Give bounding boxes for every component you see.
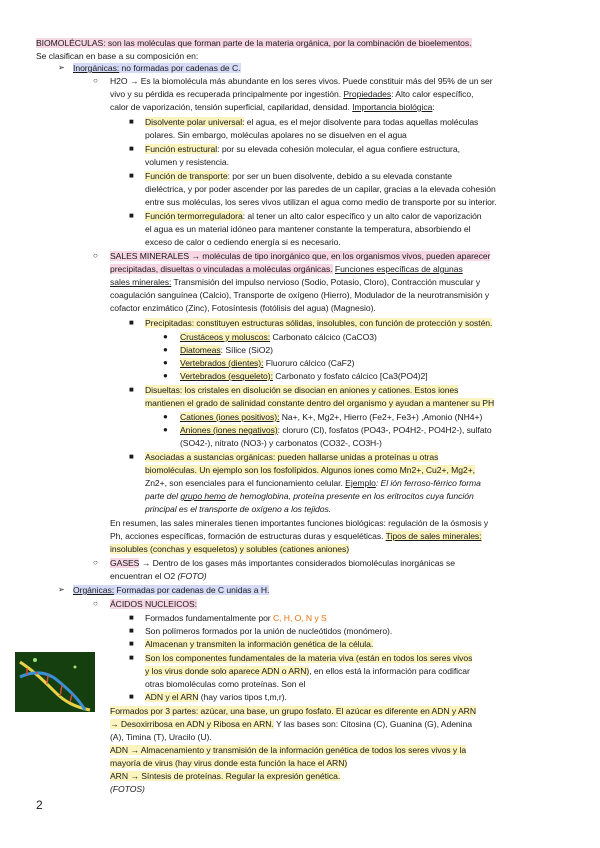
- resumen-line-3: insolubles (conchas y esqueletos) y solubles (cationes aniones): [110, 544, 350, 554]
- prec-item-2: Diatomeas: Sílice (SiO2): [180, 345, 273, 355]
- sales-line-1: SALES MINERALES → moléculas de tipo inorgánico que, en los organismos vivos, pueden aparecer: [110, 251, 491, 261]
- formados-line-1: Formados por 3 partes: azúcar, una base, un grupo fosfato. El azúcar es diferente en ADN y ARN: [110, 706, 476, 716]
- inorganicas-heading: Inorgánicas: no formadas por cadenas de C.: [73, 63, 241, 73]
- circle-bullet-icon: ○: [93, 251, 98, 260]
- circle-bullet-icon: ○: [93, 599, 98, 608]
- circle-bullet-icon: ○: [93, 76, 98, 85]
- h2o-item-3-line-3: entre sus moléculas, los seres vivos utilizan el agua como medio de transporte por su interior.: [145, 197, 497, 207]
- dot-bullet-icon: ●: [163, 371, 168, 380]
- h2o-item-3-line-1: Función de transporte: por ser un buen disolvente, debido a su elevada constante: [145, 171, 453, 181]
- h2o-item-2-line-1: Función estructural: por su elevada cohesión molecular, el agua confiere estructura,: [145, 144, 460, 154]
- intro-subtitle: Se clasifican en base a su composición en:: [36, 51, 199, 61]
- sales-line-2: precipitadas, disueltas o vinculadas a moléculas orgánicas. Funciones específicas de algunas: [110, 264, 463, 274]
- gases-text: → Dentro de los gases más importantes considerados biomoléculas inorgánicas se: [139, 558, 455, 568]
- precipitadas-line: Precipitadas: constituyen estructuras sólidas, insolubles, con función de protección y sostén.: [145, 318, 493, 328]
- h2o-item-1-line-2: polares. Sin embargo, moléculas apolares no se disuelven en el agua: [145, 130, 407, 140]
- arrow-bullet-icon: ➢: [58, 63, 65, 72]
- square-bullet-icon: ■: [129, 639, 134, 648]
- asociadas-line-2: biomoléculas. Un ejemplo son los fosfolípidos. Algunos iones como Mn2+, Cu2+, Mg2+,: [145, 465, 475, 475]
- organicas-heading: Orgánicas: Formadas por cadenas de C unidas a H.: [73, 585, 270, 595]
- arrow-bullet-icon: ➢: [58, 585, 65, 594]
- h2o-item-3-line-2: dieléctrica, y por poder ascender por las paredes de un capilar, gracias a la elevada cohesión: [145, 184, 496, 194]
- dot-bullet-icon: ●: [163, 358, 168, 367]
- prec-item-3: Vertebrados (dientes): Fluoruro cálcico (CaF2): [180, 358, 355, 368]
- disueltas-line-1: Disueltas: los cristales en disolución se disocian en aniones y cationes. Estos iones: [145, 385, 459, 395]
- acidos-item-4-line-1: Son los componentes fundamentales de la materia viva (están en todos los seres vivos: [145, 653, 473, 663]
- resumen-line-2: Ph, acciones específicas, formación de estructuras duras y esqueléticas. Tipos de sales minerales:: [110, 531, 482, 541]
- sales-line-4: coagulación sanguínea (Calcio), Transporte de oxígeno (Hierro), Modulador de la neurotransmisión y: [110, 290, 490, 300]
- adn-line-2: mayoría de virus (hay virus donde esta función la hace el ARN): [110, 758, 348, 768]
- square-bullet-icon: ■: [129, 117, 134, 126]
- acidos-item-3: Almacenan y transmiten la información genética de la célula.: [145, 639, 374, 649]
- adn-line-1: ADN → Almacenamiento y transmisión de la información genética de todos los seres vivos y la: [110, 745, 467, 755]
- sales-line-3: sales minerales: Transmisión del impulso nervioso (Sodio, Potasio, Cloro), Contracción muscular y: [110, 277, 481, 287]
- square-bullet-icon: ■: [129, 211, 134, 220]
- h2o-item-4-line-1: Función termorreguladora: al tener un alto calor específico y un alto calor de vaporización: [145, 211, 482, 221]
- disueltas-line-2: mantienen el grado de salinidad constante dentro del organismo y ayudan a mantener su PH: [145, 398, 495, 408]
- dot-bullet-icon: ●: [163, 412, 168, 421]
- h2o-item-4-line-3: exceso de calor o cediendo energía si es necesario.: [145, 237, 341, 247]
- acidos-item-2: Son polímeros formados por la unión de nucleótidos (monómero).: [145, 626, 393, 636]
- dot-bullet-icon: ●: [163, 332, 168, 341]
- resumen-line-1: En resumen, las sales minerales tienen importantes funciones biológicas: regulación de la ósmosis y: [110, 518, 489, 528]
- asociadas-line-1: Asociadas a sustancias orgánicas: pueden hallarse unidas a proteínas u otras: [145, 452, 439, 462]
- dot-bullet-icon: ●: [163, 345, 168, 354]
- h2o-line-3: calor de vaporización, tensión superficial, capilaridad, densidad. Importancia biológica:: [110, 102, 435, 112]
- gases-line-1: [110, 557, 455, 569]
- square-bullet-icon: ■: [129, 452, 134, 461]
- acidos-item-4-line-2: y los virus donde solo aparece ADN o ARN), en ellos está la información para codificar: [145, 666, 470, 676]
- h2o-item-1-line-1: Disolvente polar universal: el agua, es el mejor disolvente para todas aquellas moléculas: [145, 117, 479, 127]
- h2o-line-2: vivo y su pérdida es recuperada principalmente por ingestión. Propiedades: Alto calor específico,: [110, 89, 474, 99]
- h2o-item-2-line-2: volumen y resistencia.: [145, 157, 229, 167]
- h2o-line-1: H2O → Es la biomolécula más abundante en los seres vivos. Puede constituir más del 95% de un ser: [110, 76, 493, 86]
- square-bullet-icon: ■: [129, 171, 134, 180]
- acidos-item-4-line-3: otras biomoléculas como proteínas. Son el: [145, 679, 306, 689]
- cationes-line: Cationes (iones positivos): Na+, K+, Mg2+, Hierro (Fe2+, Fe3+) ,Amonio (NH4+): [180, 412, 483, 422]
- square-bullet-icon: ■: [129, 692, 134, 701]
- aniones-line-1: Aniones (iones negativos): cloruro (Cl), fosfatos (PO43-, PO4H2-, PO4H2-), sulfato: [180, 425, 492, 435]
- prec-item-4: Vertebrados (esqueleto): Carbonato y fosfato cálcico [Ca3(PO4)2]: [180, 371, 428, 381]
- circle-bullet-icon: ○: [93, 558, 98, 567]
- square-bullet-icon: ■: [129, 626, 134, 635]
- square-bullet-icon: ■: [129, 653, 134, 662]
- square-bullet-icon: ■: [129, 144, 134, 153]
- square-bullet-icon: ■: [129, 318, 134, 327]
- asociadas-line-5: principal es el transporte de oxígeno a los tejidos.: [145, 504, 332, 514]
- intro-title: BIOMOLÉCULAS: son las moléculas que forman parte de la materia orgánica, por la combinación de bioelementos.: [36, 38, 472, 48]
- prec-item-1: Crustáceos y moluscos: Carbonato cálcico (CaCO3): [180, 332, 377, 342]
- asociadas-line-3: Zn2+, son esenciales para el funcionamiento celular. Ejemplo: El ión ferroso-férrico forma: [145, 478, 481, 488]
- square-bullet-icon: ■: [129, 613, 134, 622]
- gases-label: GASES: [110, 558, 140, 568]
- formados-line-2: → Desoxirribosa en ADN y Ribosa en ARN. Y las bases son: Citosina (C), Guanina (G), Adenina: [110, 719, 472, 729]
- arn-line: ARN → Síntesis de proteínas. Regular la expresión genética.: [110, 771, 341, 781]
- fotos-line: (FOTOS): [110, 784, 145, 794]
- sales-line-5: cofactor enzimático (Zinc), Fotosíntesis (fotólisis del agua) (Magnesio).: [110, 303, 376, 313]
- aniones-line-2: (SO42-), nitrato (NO3-) y carbonatos (CO32-, CO3H-): [180, 438, 382, 448]
- asociadas-line-4: parte del grupo hemo de hemoglobina, proteína presente en los eritrocitos cuya función: [145, 491, 474, 501]
- acidos-item-1: Formados fundamentalmente por C, H, O, N y S: [145, 613, 327, 623]
- h2o-item-4-line-2: el agua es un material idóneo para mantener constante la temperatura, absorbiendo el: [145, 224, 471, 234]
- dna-helix-image: [15, 652, 95, 712]
- acidos-item-5: ADN y el ARN (hay varios tipos t,m,r).: [145, 692, 287, 702]
- acidos-title: ÁCIDOS NUCLEICOS:: [110, 599, 198, 609]
- gases-line-2: encuentran el O2 (FOTO): [110, 571, 207, 581]
- formados-line-3: (A), Timina (T), Uracilo (U).: [110, 732, 212, 742]
- dot-bullet-icon: ●: [163, 425, 168, 434]
- page-number: 2: [36, 798, 43, 812]
- square-bullet-icon: ■: [129, 385, 134, 394]
